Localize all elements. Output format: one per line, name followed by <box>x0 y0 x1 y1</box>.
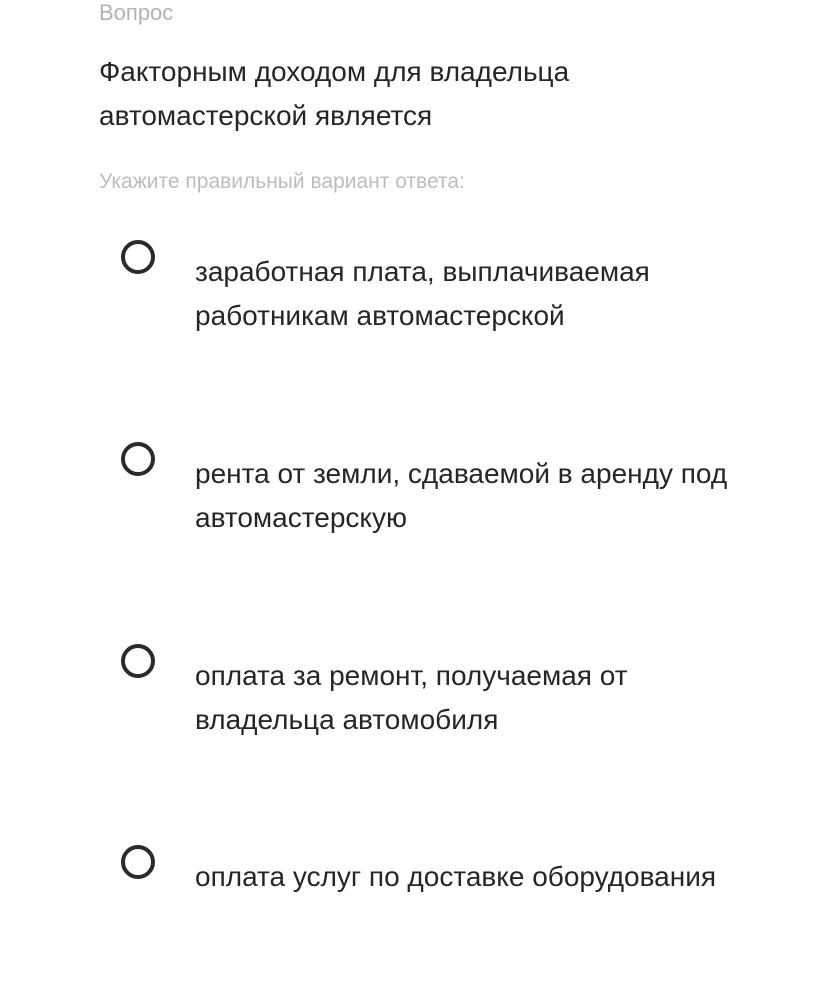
answer-instruction: Укажите правильный вариант ответа: <box>99 170 465 193</box>
radio-button-4[interactable] <box>121 845 155 879</box>
answer-option-4[interactable] <box>118 843 738 983</box>
radio-button-1[interactable] <box>121 240 155 274</box>
answer-option-label: рента от земли, сдаваемой в аренду под автомастерскую <box>195 458 728 533</box>
section-label: Вопрос <box>99 0 174 25</box>
answer-option-label: оплата за ремонт, получаемая от владельца автомобиля <box>195 660 628 735</box>
question-text: Факторным доходом для владельца автомастерской является <box>99 56 570 131</box>
answer-option-label: оплата услуг по доставке оборудования <box>195 861 717 892</box>
answer-option-1[interactable] <box>118 238 738 378</box>
radio-button-3[interactable] <box>121 644 155 678</box>
answer-option-label: заработная плата, выплачиваемая работникам автомастерской <box>195 256 650 331</box>
radio-button-2[interactable] <box>121 442 155 476</box>
answer-option-3[interactable] <box>118 642 738 782</box>
answer-option-2[interactable] <box>118 440 738 580</box>
